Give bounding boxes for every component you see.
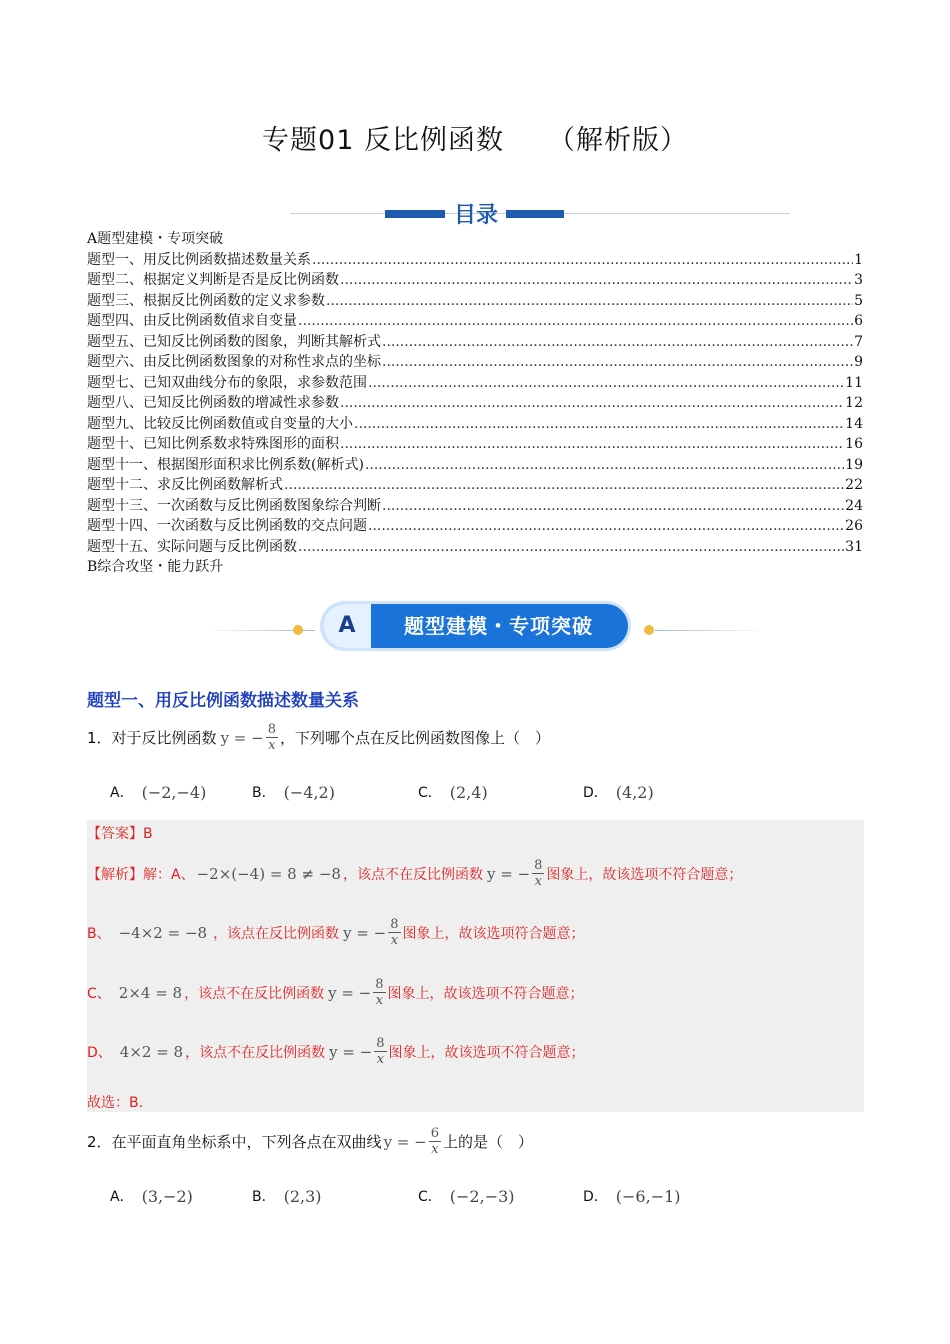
option-d[interactable] — [583, 1186, 681, 1206]
question-number: 2． — [87, 1133, 112, 1151]
fraction-numerator: 8 — [390, 917, 399, 932]
question-1-options — [0, 780, 950, 810]
toc-entry-label: 题型八、已知反比例函数的增减性求参数 — [87, 395, 339, 411]
function-lhs: y = − — [486, 864, 531, 883]
toc-entry[interactable] — [87, 352, 863, 373]
option-letter: C． — [418, 1189, 442, 1205]
answer-line: 【答案】B — [87, 826, 153, 842]
toc-entry-label: B综合攻坚・能力跃升 — [87, 559, 224, 575]
function-fraction — [388, 917, 400, 948]
function-fraction — [429, 1126, 441, 1157]
option-letter: D． — [583, 785, 608, 801]
question-2-options — [0, 1184, 950, 1214]
analysis-prefix: B、 — [87, 925, 111, 942]
title-main: 专题01 反比例函数 — [262, 125, 504, 156]
option-value: (4,2) — [615, 782, 654, 802]
function-fraction — [374, 1036, 386, 1067]
toc-entry-page: 22 — [845, 477, 863, 493]
function-fraction — [373, 977, 385, 1008]
analysis-text: ，该点不在反比例函数 — [342, 866, 483, 883]
function-fraction — [532, 858, 544, 889]
type-heading: 题型一、用反比例函数描述数量关系 — [87, 691, 359, 711]
toc-entry[interactable] — [87, 475, 863, 496]
question-text-after: 上的是（ ） — [443, 1133, 534, 1151]
function-lhs: y = − — [329, 1042, 373, 1061]
toc-entry[interactable] — [87, 229, 863, 250]
fraction-denominator: x — [268, 738, 276, 753]
question-2 — [87, 1126, 533, 1157]
toc-entry-label: 题型十四、一次函数与反比例函数的交点问题 — [87, 518, 367, 534]
toc-entry-page: 5 — [854, 292, 863, 309]
option-value: (−2,−4) — [141, 782, 207, 802]
toc-entry-page: 11 — [845, 374, 863, 391]
analysis-math: −2×(−4) = 8 ≠ −8 — [196, 864, 341, 883]
question-text: 在平面直角坐标系中，下列各点在双曲线 — [111, 1133, 382, 1151]
section-banner-text: 题型建模・专项突破 — [404, 614, 593, 638]
toc-entry-page: 16 — [845, 436, 863, 452]
fraction-numerator: 8 — [375, 977, 384, 992]
toc-entry-page: 9 — [854, 354, 863, 370]
toc-bar-right — [506, 210, 564, 218]
toc-entry-label: 题型一、用反比例函数描述数量关系 — [87, 251, 311, 268]
function-lhs: y = − — [328, 983, 372, 1002]
option-c[interactable] — [418, 1186, 515, 1206]
answer-block — [87, 820, 864, 1112]
option-b[interactable] — [252, 1186, 322, 1206]
analysis-text: ，该点不在反比例函数 — [185, 1044, 326, 1061]
toc-entry-label: 题型十五、实际问题与反比例函数 — [87, 538, 297, 555]
analysis-text-2: 图象上，故该选项不符合题意； — [388, 1044, 585, 1061]
toc-entry[interactable] — [87, 393, 863, 414]
fraction-numerator: 6 — [430, 1126, 439, 1141]
analysis-math: 2×4 = 8 — [118, 983, 183, 1002]
question-text-after: ，下列哪个点在反比例函数图像上（ ） — [280, 729, 551, 747]
toc-entry-label: 题型七、已知双曲线分布的象限，求参数范围 — [87, 374, 367, 391]
toc-entry[interactable] — [87, 434, 863, 455]
fraction-denominator: x — [431, 1142, 439, 1157]
section-banner-letter: A — [323, 604, 371, 648]
analysis-label: 【解析】 — [87, 866, 143, 883]
toc-entry[interactable] — [87, 270, 863, 291]
analysis-text-2: 图象上，故该选项符合题意； — [402, 925, 585, 942]
toc-entry-label: 题型二、根据定义判断是否是反比例函数 — [87, 272, 339, 288]
analysis-text: ，该点不在反比例函数 — [184, 985, 325, 1002]
banner-dot-left — [293, 625, 303, 635]
analysis-d — [87, 1036, 585, 1067]
option-a[interactable] — [110, 782, 206, 802]
function-lhs: y = − — [343, 923, 387, 942]
toc-entry-page: 1 — [854, 251, 863, 268]
toc-entry[interactable] — [87, 516, 863, 537]
fraction-denominator: x — [534, 874, 542, 889]
analysis-prefix: 解：A、 — [143, 866, 195, 883]
fraction-denominator: x — [390, 933, 399, 948]
option-value: (2,3) — [283, 1186, 322, 1206]
toc-entry-label: 题型十二、求反比例函数解析式 — [87, 477, 283, 493]
fraction-denominator: x — [375, 993, 384, 1008]
option-a[interactable] — [110, 1186, 193, 1206]
option-letter: A． — [110, 785, 134, 801]
option-letter: B． — [252, 1189, 276, 1205]
toc-entry[interactable] — [87, 557, 863, 578]
analysis-math: 4×2 = 8 — [119, 1042, 184, 1061]
toc-bar-left — [385, 210, 445, 218]
option-b[interactable] — [252, 782, 335, 802]
question-text: 对于反比例函数 — [111, 729, 217, 747]
option-c[interactable] — [418, 782, 488, 802]
fraction-numerator: 8 — [534, 858, 543, 873]
toc-entry-label: 题型三、根据反比例函数的定义求参数 — [87, 292, 325, 309]
toc-heading: 目录 — [453, 203, 498, 228]
toc-entry-label: 题型四、由反比例函数值求自变量 — [87, 313, 297, 329]
analysis-c — [87, 977, 584, 1008]
document-title — [0, 118, 950, 157]
toc-entry[interactable] — [87, 332, 863, 353]
function-fraction — [266, 722, 278, 753]
option-value: (−4,2) — [283, 782, 335, 802]
toc-entry-page: 19 — [845, 456, 863, 473]
toc-entry[interactable] — [87, 291, 863, 312]
analysis-a — [87, 858, 742, 889]
toc-entry-label: 题型十三、一次函数与反比例函数图象综合判断 — [87, 497, 381, 514]
analysis-text: ，该点在反比例函数 — [213, 925, 340, 942]
toc-entry[interactable] — [87, 537, 863, 558]
analysis-text-2: 图象上，故该选项不符合题意； — [546, 866, 743, 883]
option-letter: C． — [418, 785, 442, 801]
fraction-numerator: 8 — [267, 722, 276, 737]
toc-entry[interactable] — [87, 373, 863, 394]
toc-entry-page: 31 — [845, 538, 863, 555]
option-value: (−6,−1) — [615, 1186, 681, 1206]
analysis-math: −4×2 = −8 — [118, 923, 208, 942]
option-value: (2,4) — [449, 782, 488, 802]
function-lhs: y = − — [220, 728, 264, 747]
toc-entry[interactable] — [87, 250, 863, 271]
toc-entry-page: 6 — [854, 313, 863, 329]
analysis-prefix: D、 — [87, 1044, 112, 1061]
banner-line-right — [655, 630, 765, 631]
option-value: (3,−2) — [141, 1186, 193, 1206]
option-letter: B． — [252, 785, 276, 801]
toc-entry-label: 题型十一、根据图形面积求比例系数(解析式) — [87, 456, 364, 473]
toc-entry[interactable] — [87, 311, 863, 332]
table-of-contents — [87, 229, 863, 578]
analysis-text-2: 图象上，故该选项不符合题意； — [387, 985, 584, 1002]
toc-entry-page: 14 — [845, 415, 863, 432]
toc-entry-label: 题型十、已知比例系数求特殊图形的面积 — [87, 436, 339, 452]
option-letter: A． — [110, 1189, 134, 1205]
fraction-denominator: x — [376, 1052, 385, 1067]
option-letter: D． — [583, 1189, 608, 1205]
toc-entry-page: 7 — [854, 333, 863, 350]
toc-entry[interactable] — [87, 414, 863, 435]
toc-entry-page: 12 — [845, 395, 863, 411]
conclusion: 故选：B． — [87, 1095, 153, 1111]
fraction-numerator: 8 — [376, 1036, 385, 1051]
toc-entry-page: 3 — [854, 272, 863, 288]
function-lhs: y = − — [383, 1132, 427, 1151]
toc-entry[interactable] — [87, 455, 863, 476]
option-value: (−2,−3) — [449, 1186, 515, 1206]
toc-entry-label: 题型五、已知反比例函数的图象，判断其解析式 — [87, 333, 381, 350]
toc-entry-page: 24 — [845, 497, 863, 514]
toc-entry-label: 题型九、比较反比例函数值或自变量的大小 — [87, 415, 353, 432]
title-sub: （解析版） — [547, 125, 688, 156]
question-1 — [87, 722, 550, 753]
toc-entry-page: 26 — [845, 518, 863, 534]
toc-entry-label: A题型建模・专项突破 — [87, 231, 224, 247]
toc-entry-label: 题型六、由反比例函数图象的对称性求点的坐标 — [87, 354, 381, 370]
toc-entry[interactable] — [87, 496, 863, 517]
question-number: 1． — [87, 729, 112, 747]
option-d[interactable] — [583, 782, 654, 802]
analysis-b — [87, 917, 585, 948]
analysis-prefix: C、 — [87, 985, 111, 1002]
banner-dot-right — [644, 625, 654, 635]
